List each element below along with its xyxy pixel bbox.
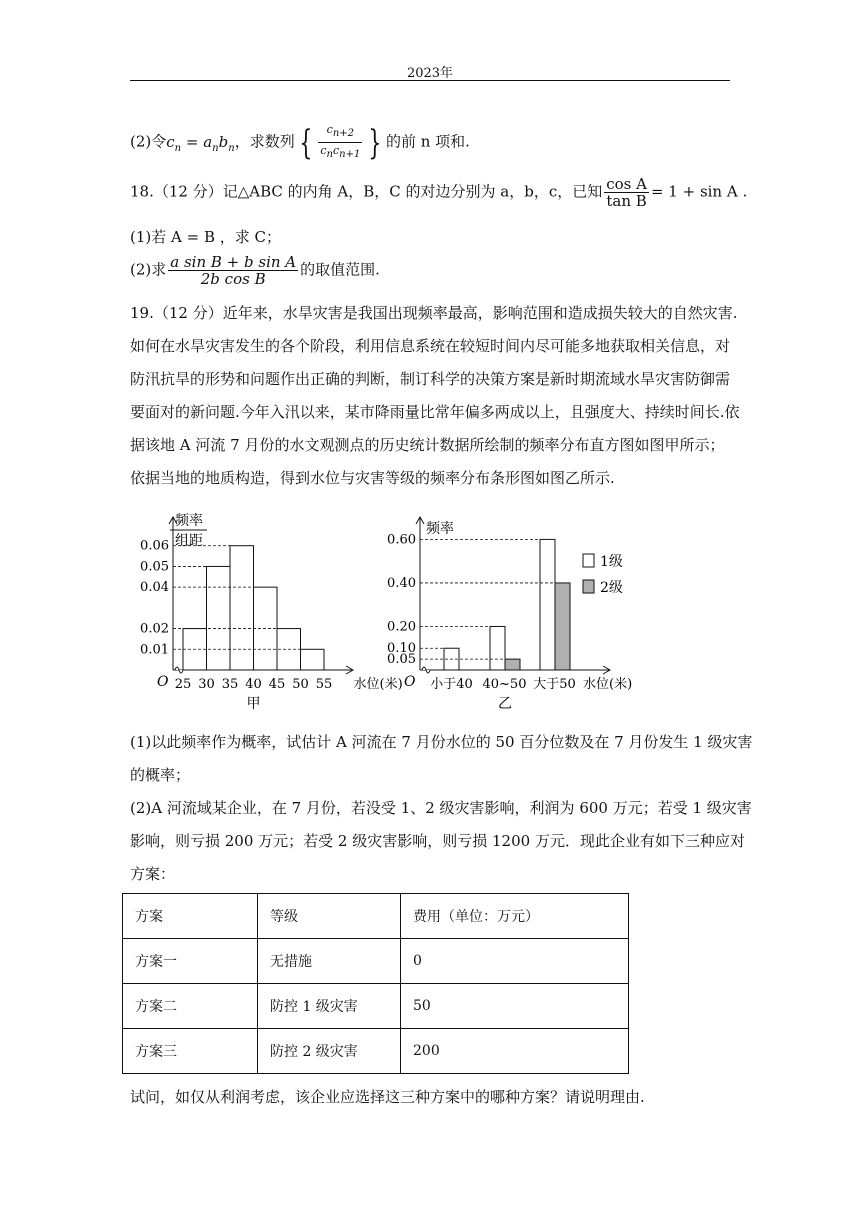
y-label: 频率 [426,521,454,537]
y-tick-label: 0.06 [140,538,169,554]
y-tick-label: 0.05 [387,652,416,668]
q18-stem-prefix: 18.（12 分）记 [130,182,238,201]
axis-break [422,667,430,673]
q19-para-line: 据该地 A 河流 7 月份的水文观测点的历史统计数据所绘制的频率分布直方图如图甲所示； [130,436,725,454]
table-header-cell: 等级 [258,894,401,939]
table-row [123,984,629,1029]
q19-part2-line: 方案： [130,865,176,883]
q19-para-line: 依据当地的地质构造，得到水位与灾害等级的频率分布条形图如图乙所示. [130,469,615,487]
table-cell: 防控 2 级灾害 [258,1029,401,1074]
q18-part2-tail: 的取值范围. [300,260,380,279]
q19-part2-line: 影响，则亏损 200 万元；若受 2 级灾害影响，则亏损 1200 万元．现此企业有如下三种应对 [130,832,745,850]
origin-label: O [157,674,169,690]
legend-swatch [583,580,594,593]
y-tick-label: 0.02 [140,621,169,637]
bar-level1 [540,539,555,670]
histogram-bar [230,546,254,670]
q19-part1-line: (1)以此频率作为概率，试估计 A 河流在 7 月份水位的 50 百分位数及在 7 月份发生 1 级灾害 [130,733,753,751]
q19-part2-line: (2)A 河流域某企业，在 7 月份，若没受 1、2 级灾害影响，利润为 600 万元；若受 1 级灾害 [130,799,752,817]
table-cell: 200 [401,1029,629,1074]
x-tick-label: 40~50 [482,677,527,692]
axis-break [175,667,183,673]
table-row [123,1029,629,1074]
x-tick-label: 25 [174,677,192,692]
table-row [123,939,629,984]
q19-para-line: 要面对的新问题.今年入汛以来，某市降雨量比常年偏多两成以上，且强度大、持续时间长.依 [130,403,740,421]
x-tick-label: 45 [268,677,286,692]
q19-para-line: 19.（12 分）近年来，水旱灾害是我国出现频率最高，影响范围和造成损失较大的自然灾害. [130,304,738,322]
q18-part2-fraction: $\frac{\text{a sin B + b sin A}}{\text{2b cos B}}$ [170,253,297,288]
sequence-fraction: $\frac{c_{n+2}}{c_nc_{n+1}}$ [320,123,361,161]
table-cell: 方案二 [123,984,258,1029]
header-rule [130,80,730,81]
q18-part1: (1)若 A = B ，求 C； [130,228,281,246]
plan-table [122,893,629,1074]
y-tick-label: 0.05 [140,559,169,575]
y-tick-label: 0.01 [140,642,169,658]
q18-stem-mid: △ABC 的内角 A，B，C 的对边分别为 a，b，c，已知 [237,182,603,201]
table-cell: 方案三 [123,1029,258,1074]
y-tick-label: 0.04 [140,580,169,596]
table-header-cell: 费用（单位：万元） [401,894,629,939]
y-tick-label: 0.40 [387,575,416,591]
q18-part2 [130,254,380,287]
q17-part2: (2)令$c_n = a_nb_n$，求数列 { $\frac{c_{n+2}}{c_nc_{n+1}}$ } 的前 n 项和. [130,122,470,163]
table-cell: 0 [401,939,629,984]
q17-part2-tail: 的前 n 项和. [385,132,470,151]
q18-stem-tail: = 1 + sin A . [650,182,748,201]
table-header-cell: 方案 [123,894,258,939]
bar-chart-yi [378,505,668,715]
bar-level2 [555,583,570,670]
q17-part2-prefix: (2)令 [130,132,167,151]
q19-part1-line: 的概率； [130,766,191,784]
x-axis-label: 水位(米) [353,677,403,692]
q19-para-line: 防汛抗旱的形势和问题作出正确的判断，制订科学的决策方案是新时期流域水旱灾害防御需 [130,370,731,388]
bar-level1 [490,626,505,670]
table-cell: 方案一 [123,939,258,984]
x-tick-label: 50 [292,677,309,692]
q17-part2-mid: ，求数列 [234,132,295,151]
q18-condition-fraction: $\frac{\text{cos A}}{\text{tan B}}$ [606,175,647,210]
table-header-row [123,894,629,939]
legend-swatch [583,554,594,567]
page-header-year: 2023年 [406,66,454,81]
histogram-bar [207,566,231,670]
x-axis-label: 水位(米) [583,677,633,692]
legend-label: 1级 [600,554,623,570]
histogram-bar [301,649,325,670]
q19-closing: 试问，如仅从利润考虑，该企业应选择这三种方案中的哪种方案？请说明理由. [130,1088,645,1106]
q18-part2-prefix: (2)求 [130,260,167,279]
q19-para-line: 如何在水旱灾害发生的各个阶段，利用信息系统在较短时间内尽可能多地获取相关信息，对 [130,337,731,355]
table-cell: 防控 1 级灾害 [258,984,401,1029]
chart-caption: 乙 [498,696,512,712]
x-tick-label: 30 [198,677,215,692]
left-brace: { [299,122,313,163]
bar-level2 [505,659,520,670]
chart-caption: 甲 [246,696,261,712]
legend-label: 2级 [600,580,623,596]
x-tick-label: 大于50 [533,677,576,692]
y-tick-label: 0.60 [387,532,416,548]
y-label-top: 频率 [175,513,203,529]
table-cell: 无措施 [258,939,401,984]
x-tick-label: 55 [315,677,333,692]
x-tick-label: 小于40 [430,677,473,692]
right-brace: } [368,122,382,163]
y-tick-label: 0.20 [387,619,416,635]
y-label-bottom: 组距 [175,533,203,549]
origin-label: O [404,674,416,690]
table-cell: 50 [401,984,629,1029]
y-tick-label: 0.10 [387,641,416,657]
x-tick-label: 35 [221,677,239,692]
x-tick-label: 40 [245,677,262,692]
q18-stem [130,176,747,209]
